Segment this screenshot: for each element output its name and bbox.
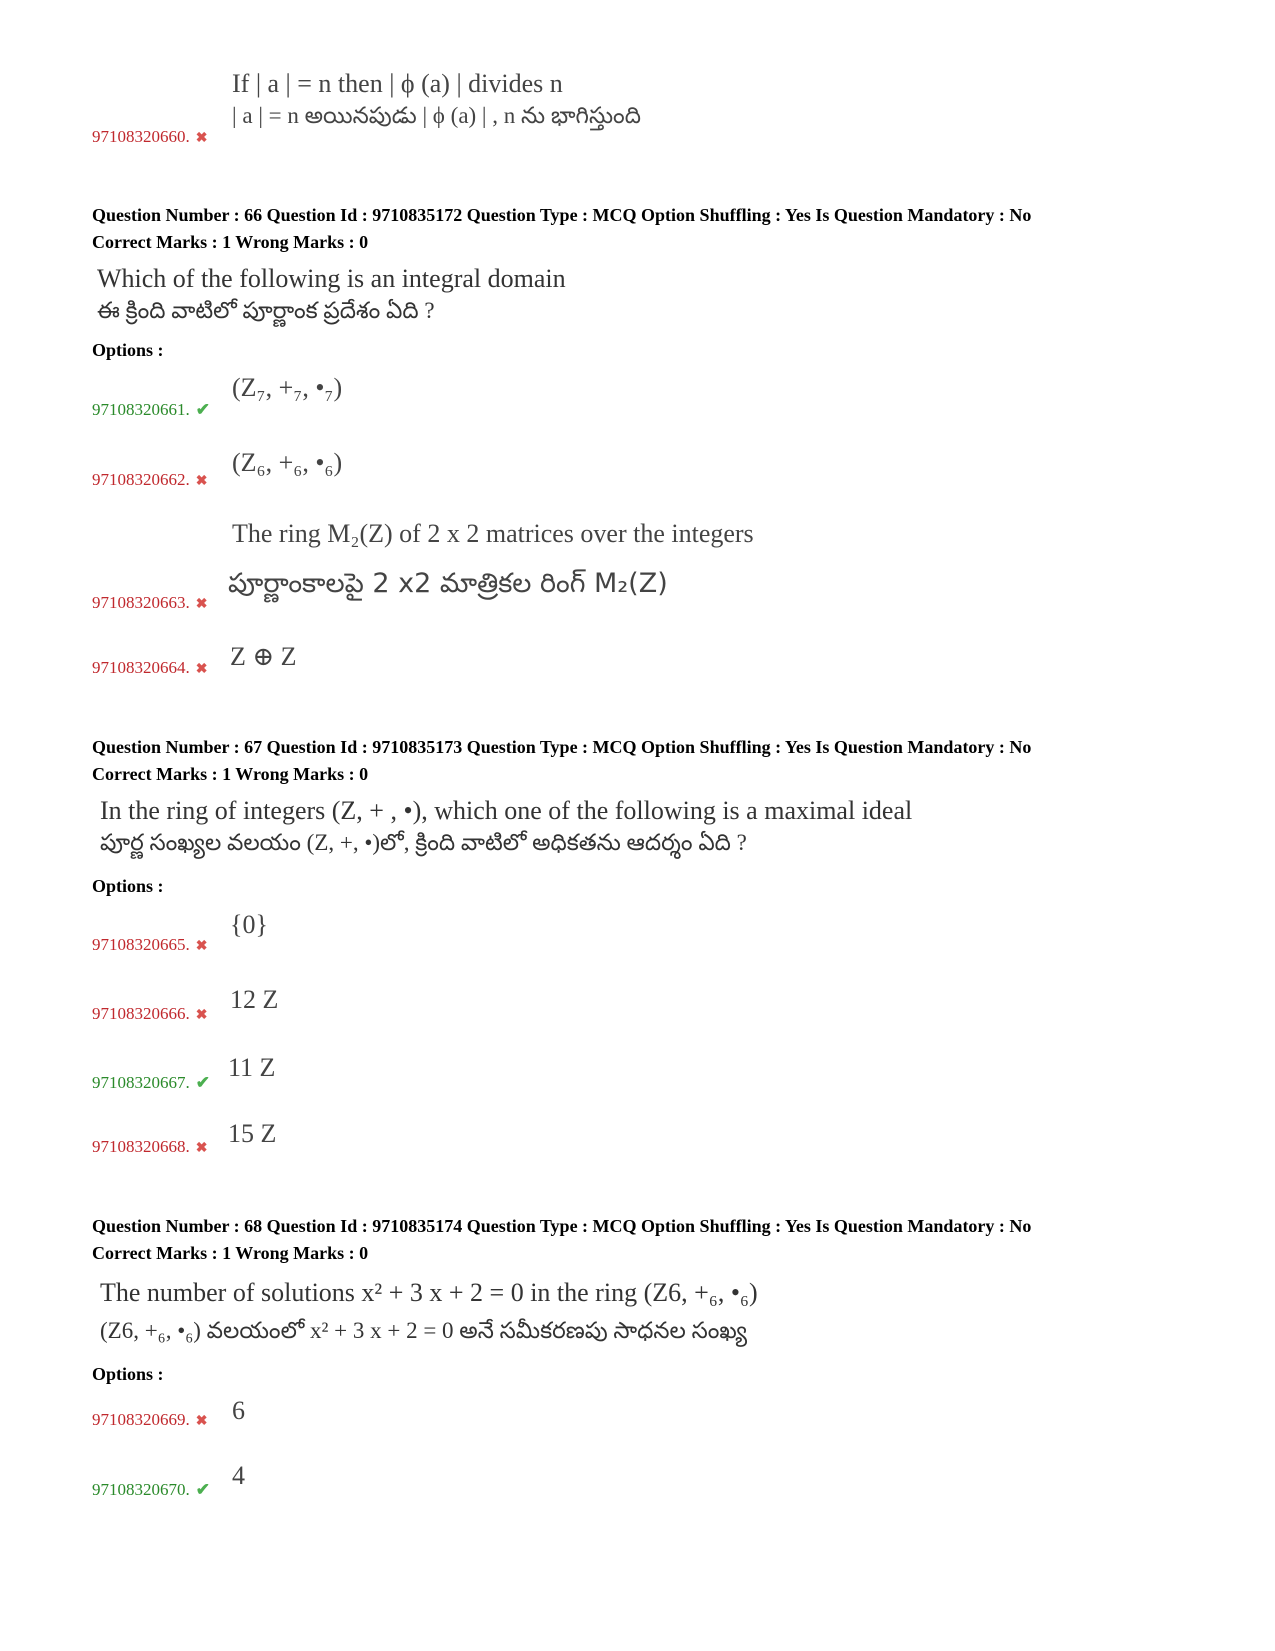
cross-icon: ✖ [195,939,208,954]
question-text-te: (Z6, +₆, •₆) వలయంలో x² + 3 x + 2 = 0 అనే సమీకరణపు సాధనల సంఖ్య [100,1318,748,1343]
option-id: 97108320666. ✖ [92,1004,208,1023]
option-id: 97108320664. ✖ [92,658,208,677]
option-text: Z ⊕ Z [230,642,297,671]
option-text-te: పూర్ణాంకాలపై 2 x2 మాత్రికల రింగ్ M₂(Z) [228,568,668,599]
option-text: (Z₆, +₆, •₆) [232,448,343,477]
option-text: 15 Z [228,1119,277,1148]
option-id: 97108320662. ✖ [92,470,208,489]
option-id: 97108320661. ✔ [92,400,210,419]
question-text [100,795,912,859]
option-line-te: | a | = n అయినపుడు | ϕ (a) | , n ను భాగిస్తుంది [232,103,641,128]
options-label: Options : [92,1364,164,1384]
question-text-te: పూర్ణ సంఖ్యల వలయం (Z, +, •)లో, క్రింది వాటిలో అధికతను ఆదర్శం ఏది ? [100,830,747,855]
option-id: 97108320670. ✔ [92,1480,210,1499]
cross-icon: ✖ [195,1141,208,1156]
question-text [100,1274,758,1350]
option-id: 97108320669. ✖ [92,1410,208,1429]
question-marks: Correct Marks : 1 Wrong Marks : 0 [92,1243,369,1263]
question-header: Question Number : 68 Question Id : 9710835174 Question Type : MCQ Option Shuffling : Yes Is Question Mandatory : No Correct Marks : 1 Wrong Marks : 0 [92,1213,1031,1267]
check-icon: ✔ [195,400,210,419]
option-text: 6 [232,1396,245,1425]
question-text [97,263,566,327]
options-label: Options : [92,340,164,360]
option-id: 97108320663. ✖ [92,593,208,612]
option-text: 4 [232,1461,245,1490]
question-text-en: Which of the following is an integral domain [97,264,566,293]
question-marks: Correct Marks : 1 Wrong Marks : 0 [92,232,369,252]
option-text-en: The ring M₂(Z) of 2 x 2 matrices over the integers [232,519,754,548]
question-text-en: In the ring of integers (Z, + , •), which one of the following is a maximal ideal [100,796,913,825]
question-header: Question Number : 67 Question Id : 9710835173 Question Type : MCQ Option Shuffling : Yes Is Question Mandatory : No Correct Marks : 1 Wrong Marks : 0 [92,734,1031,788]
question-marks: Correct Marks : 1 Wrong Marks : 0 [92,764,369,784]
cross-icon: ✖ [195,131,208,146]
question-text-en: The number of solutions x² + 3 x + 2 = 0 in the ring (Z6, +₆, •₆) [100,1278,758,1307]
option-id: 97108320667. ✔ [92,1073,210,1092]
cross-icon: ✖ [195,1008,208,1023]
option-text: 11 Z [228,1053,276,1082]
option-text: {0} [230,910,268,939]
option-line-en: If | a | = n then | ϕ (a) | divides n [232,69,563,98]
option-text [232,68,641,132]
option-id: 97108320665. ✖ [92,935,208,954]
option-text: (Z₇, +₇, •₇) [232,373,343,402]
options-label: Options : [92,876,164,896]
option-id: 97108320660. ✖ [92,127,208,146]
question-text-te: ఈ క్రింది వాటిలో పూర్ణాంక ప్రదేశం ఏది ? [97,298,435,323]
option-id: 97108320668. ✖ [92,1137,208,1156]
cross-icon: ✖ [195,597,208,612]
check-icon: ✔ [195,1073,210,1092]
option-text: 12 Z [230,985,279,1014]
check-icon: ✔ [195,1480,210,1499]
cross-icon: ✖ [195,662,208,677]
question-header: Question Number : 66 Question Id : 9710835172 Question Type : MCQ Option Shuffling : Yes Is Question Mandatory : No Correct Marks : 1 Wrong Marks : 0 [92,202,1031,256]
cross-icon: ✖ [195,1414,208,1429]
cross-icon: ✖ [195,474,208,489]
